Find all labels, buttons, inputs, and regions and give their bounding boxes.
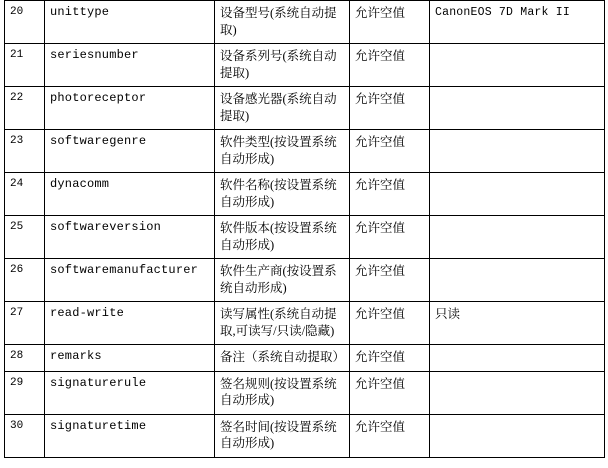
cell-example xyxy=(430,173,605,216)
cell-row-number: 24 xyxy=(5,173,45,216)
cell-field-name: dynacomm xyxy=(45,173,215,216)
table-row xyxy=(5,259,605,302)
cell-nullable: 允许空值 xyxy=(350,259,430,302)
cell-row-number: 27 xyxy=(5,302,45,345)
cell-nullable: 允许空值 xyxy=(350,173,430,216)
cell-field-name: remarks xyxy=(45,345,215,372)
cell-field-description: 软件名称(按设置系统自动形成) xyxy=(215,173,350,216)
cell-nullable: 允许空值 xyxy=(350,345,430,372)
cell-example xyxy=(430,87,605,130)
cell-nullable: 允许空值 xyxy=(350,216,430,259)
cell-example xyxy=(430,44,605,87)
cell-field-description: 读写属性(系统自动提取,可读写/只读/隐藏) xyxy=(215,302,350,345)
cell-example xyxy=(430,216,605,259)
cell-field-name: seriesnumber xyxy=(45,44,215,87)
cell-nullable: 允许空值 xyxy=(350,414,430,457)
table-row xyxy=(5,216,605,259)
cell-nullable: 允许空值 xyxy=(350,302,430,345)
cell-row-number: 25 xyxy=(5,216,45,259)
cell-example xyxy=(430,414,605,457)
cell-row-number: 21 xyxy=(5,44,45,87)
cell-nullable: 允许空值 xyxy=(350,44,430,87)
cell-field-name: softwareversion xyxy=(45,216,215,259)
cell-field-description: 设备型号(系统自动提取) xyxy=(215,1,350,44)
table-row xyxy=(5,414,605,457)
table-row xyxy=(5,130,605,173)
cell-field-description: 签名规则(按设置系统自动形成) xyxy=(215,371,350,414)
cell-field-name: photoreceptor xyxy=(45,87,215,130)
cell-example: CanonEOS 7D Mark II xyxy=(430,1,605,44)
cell-field-name: signaturetime xyxy=(45,414,215,457)
cell-example xyxy=(430,345,605,372)
cell-field-name: softwaremanufacturer xyxy=(45,259,215,302)
table-row xyxy=(5,44,605,87)
cell-example xyxy=(430,259,605,302)
cell-field-name: read-write xyxy=(45,302,215,345)
table-row xyxy=(5,173,605,216)
cell-field-description: 签名时间(按设置系统自动形成) xyxy=(215,414,350,457)
cell-nullable: 允许空值 xyxy=(350,371,430,414)
table-row xyxy=(5,302,605,345)
cell-field-name: softwaregenre xyxy=(45,130,215,173)
cell-row-number: 22 xyxy=(5,87,45,130)
cell-nullable: 允许空值 xyxy=(350,130,430,173)
cell-row-number: 28 xyxy=(5,345,45,372)
cell-example: 只读 xyxy=(430,302,605,345)
table-body xyxy=(5,1,605,458)
cell-field-description: 备注（系统自动提取） xyxy=(215,345,350,372)
cell-field-description: 设备感光器(系统自动提取) xyxy=(215,87,350,130)
cell-field-name: unittype xyxy=(45,1,215,44)
cell-field-name: signaturerule xyxy=(45,371,215,414)
cell-example xyxy=(430,371,605,414)
cell-nullable: 允许空值 xyxy=(350,87,430,130)
cell-row-number: 30 xyxy=(5,414,45,457)
cell-row-number: 23 xyxy=(5,130,45,173)
cell-row-number: 20 xyxy=(5,1,45,44)
table-row xyxy=(5,87,605,130)
field-specification-table xyxy=(4,0,605,458)
cell-row-number: 29 xyxy=(5,371,45,414)
table-row xyxy=(5,371,605,414)
table-row xyxy=(5,345,605,372)
cell-nullable: 允许空值 xyxy=(350,1,430,44)
cell-example xyxy=(430,130,605,173)
cell-field-description: 软件类型(按设置系统自动形成) xyxy=(215,130,350,173)
table-row xyxy=(5,1,605,44)
cell-row-number: 26 xyxy=(5,259,45,302)
cell-field-description: 软件生产商(按设置系统自动形成) xyxy=(215,259,350,302)
cell-field-description: 软件版本(按设置系统自动形成) xyxy=(215,216,350,259)
cell-field-description: 设备系列号(系统自动提取) xyxy=(215,44,350,87)
